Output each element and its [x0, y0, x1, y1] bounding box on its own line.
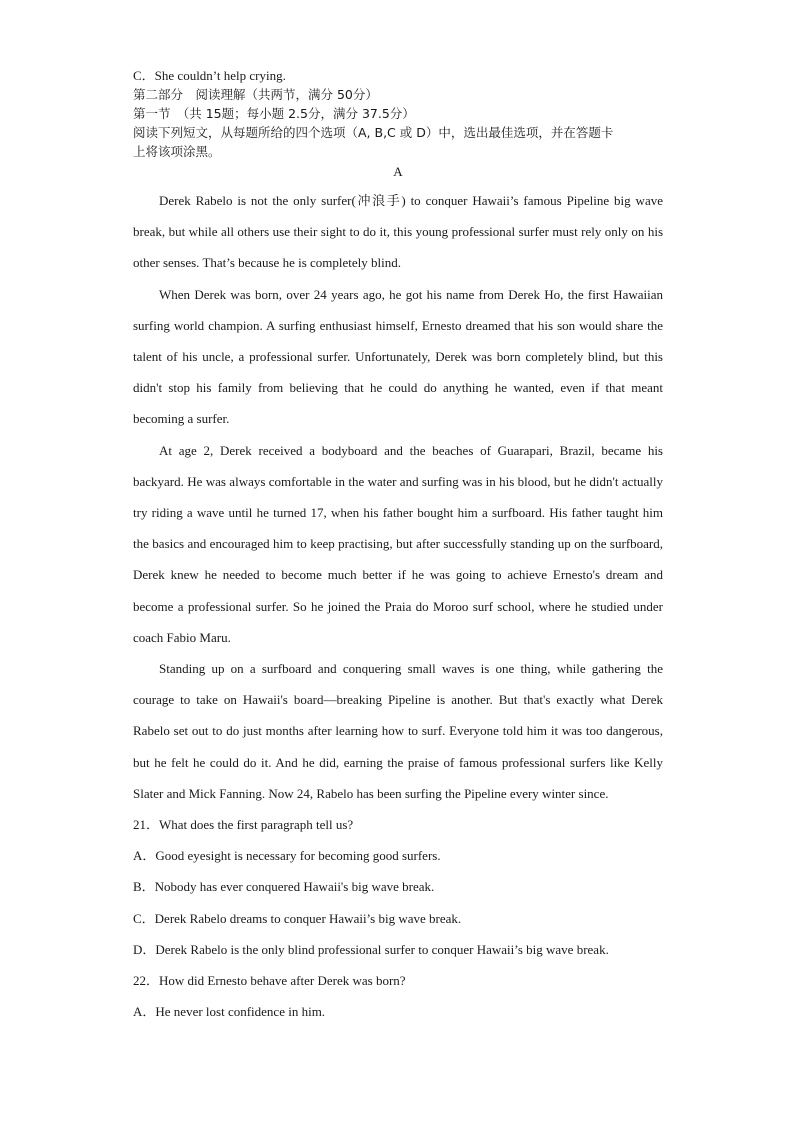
instructions-line-2: 上将该项涂黑。	[133, 144, 221, 159]
part-heading: 第二部分 阅读理解（共两节，满分 50分）	[133, 87, 378, 102]
page-content	[133, 66, 663, 1027]
question-21-option-b: B．Nobody has ever conquered Hawaii's big wave break.	[133, 879, 435, 895]
question-list	[133, 809, 663, 1027]
question-22-stem: 22．How did Ernesto behave after Derek was born?	[133, 973, 406, 989]
question-21-stem: 21．What does the first paragraph tell us?	[133, 817, 354, 833]
passage-label: A	[393, 164, 403, 179]
question-22-option-a: A．He never lost confidence in him.	[133, 1004, 326, 1020]
paragraph-1: Derek Rabelo is not the only surfer(冲浪手) to conquer Hawaii’s famous Pipeline big wave break, but while all others use their sight to do it, this young professional surfer must rely only on his other senses. That’s because he is completely blind.	[133, 193, 663, 271]
instructions-line-1: 阅读下列短文，从每题所给的四个选项（A, B,C 或 D）中，选出最佳选项，并在答题卡	[133, 125, 614, 140]
paragraph-2: When Derek was born, over 24 years ago, he got his name from Derek Ho, the first Hawaiian surfing world champion. A surfing enthusiast himself, Ernesto dreamed that his son would share the talent of his uncle, a professional surfer. Unfortunately, Derek was born completely blind, but this didn't stop his family from believing that he could do anything he wanted, even if that meant becoming a surfer.	[133, 286, 663, 427]
question-21-option-c: C．Derek Rabelo dreams to conquer Hawaii’s big wave break.	[133, 910, 462, 926]
reading-passage	[133, 185, 663, 809]
section-heading: 第一节 （共 15题；每小题 2.5分，满分 37.5分）	[133, 106, 415, 121]
question-21-option-a: A．Good eyesight is necessary for becoming good surfers.	[133, 848, 441, 864]
paragraph-4: Standing up on a surfboard and conquering small waves is one thing, while gathering the courage to take on Hawaii's board—breaking Pipeline is another. But that's exactly what Derek Rabelo set out to do just months after learning how to surf. Everyone told him it was too dangerous, but he felt he could do it. And he did, earning the praise of famous professional surfers like Kelly Slater and Mick Fanning. Now 24, Rabelo has been surfing the Pipeline every winter since.	[133, 661, 663, 801]
paragraph-3: At age 2, Derek received a bodyboard and the beaches of Guarapari, Brazil, became his backyard. He was always comfortable in the water and surfing was in his blood, but he didn't actually try riding a wave until he turned 17, when his father bought him a surfboard. His father taught him the basics and encouraged him to keep practising, but after successfully standing up on the surfboard, Derek knew he needed to become much better if he was going to achieve Ernesto's dream and become a professional surfer. So he joined the Praia do Moroo surf school, where he studied under coach Fabio Maru.	[133, 442, 663, 645]
previous-question-option: C．She couldn’t help crying.	[133, 68, 286, 83]
question-21-option-d: D．Derek Rabelo is the only blind professional surfer to conquer Hawaii’s big wave break.	[133, 941, 609, 957]
